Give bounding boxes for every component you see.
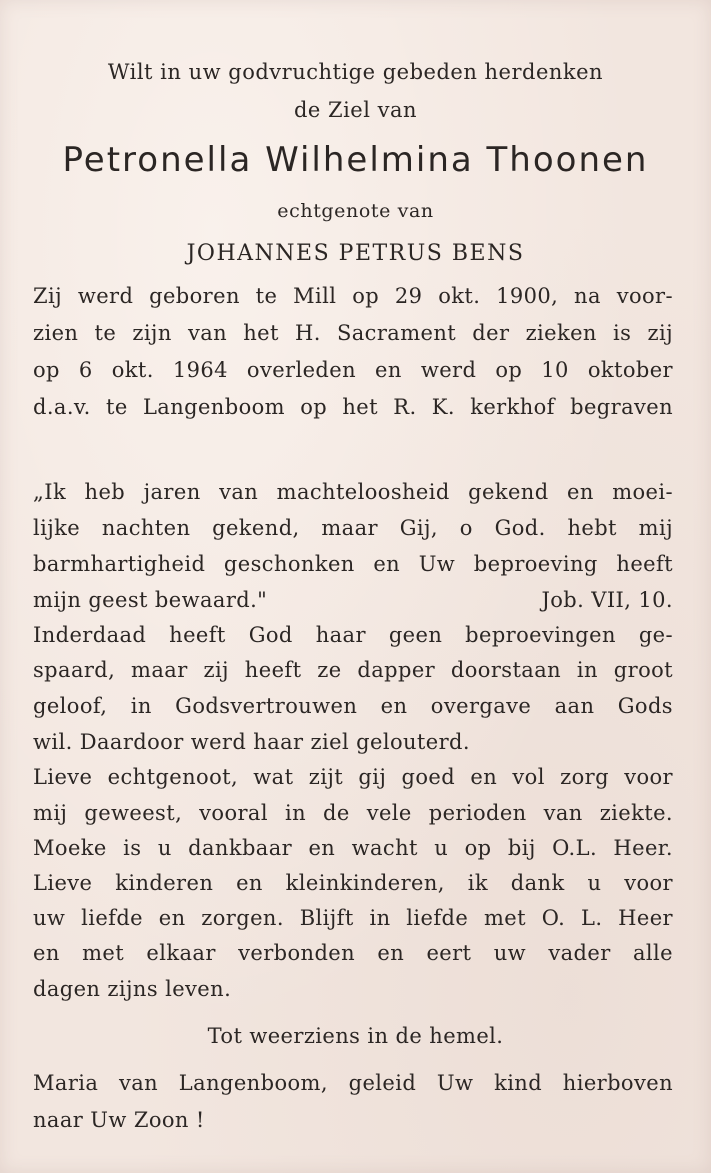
quote-line: lijke nachten gekend, maar Gij, o God. hebt mij [33,516,673,540]
bio-line: Zij werd geboren te Mill op 29 okt. 1900, na voor- [33,284,673,308]
body-line: uw liefde en zorgen. Blijft in liefde met O. L. Heer [33,906,673,930]
quote-reference: Job. VII, 10. [541,588,673,612]
body-line: dagen zijns leven. [33,977,232,1001]
prayer-line: Maria van Langenboom, geleid Uw kind hierboven [33,1071,673,1095]
bio-line: zien te zijn van het H. Sacrament der zieken is zij [33,321,673,345]
body-line: geloof, in Godsvertrouwen en overgave aan Gods [33,694,673,718]
intro-line: Wilt in uw godvruchtige gebeden herdenken [107,60,604,84]
body-line: en met elkaar verbonden en eert uw vader alle [33,941,673,965]
prayer-line: naar Uw Zoon ! [33,1108,205,1132]
body-line: Lieve kinderen en kleinkinderen, ik dank u voor [33,871,673,895]
spouse-name: JOHANNES PETRUS BENS [186,241,525,266]
bio-line: op 6 okt. 1964 overleden en werd op 10 oktober [33,358,673,382]
spouse-label: echtgenote van [277,200,434,222]
body-line: mij geweest, vooral in de vele perioden van ziekte. [33,801,673,825]
body-line: Lieve echtgenoot, wat zijt gij goed en vol zorg voor [33,765,673,789]
quote-line: barmhartigheid geschonken en Uw beproeving heeft [33,552,673,576]
intro-line: de Ziel van [293,98,418,122]
quote-line: „Ik heb jaren van machteloosheid gekend en moei- [33,480,673,504]
bio-line: d.a.v. te Langenboom op het R. K. kerkhof begraven [33,395,673,419]
quote-last-line: mijn geest bewaard." [33,588,268,612]
deceased-name: Petronella Wilhelmina Thoonen [62,140,649,180]
body-line: spaard, maar zij heeft ze dapper doorstaan in groot [33,658,673,682]
body-line: Inderdaad heeft God haar geen beproevingen ge- [33,623,673,647]
body-line: wil. Daardoor werd haar ziel gelouterd. [33,730,470,754]
body-line: Moeke is u dankbaar en wacht u op bij O.L. Heer. [33,836,673,860]
farewell-line: Tot weerziens in de hemel. [207,1024,504,1048]
